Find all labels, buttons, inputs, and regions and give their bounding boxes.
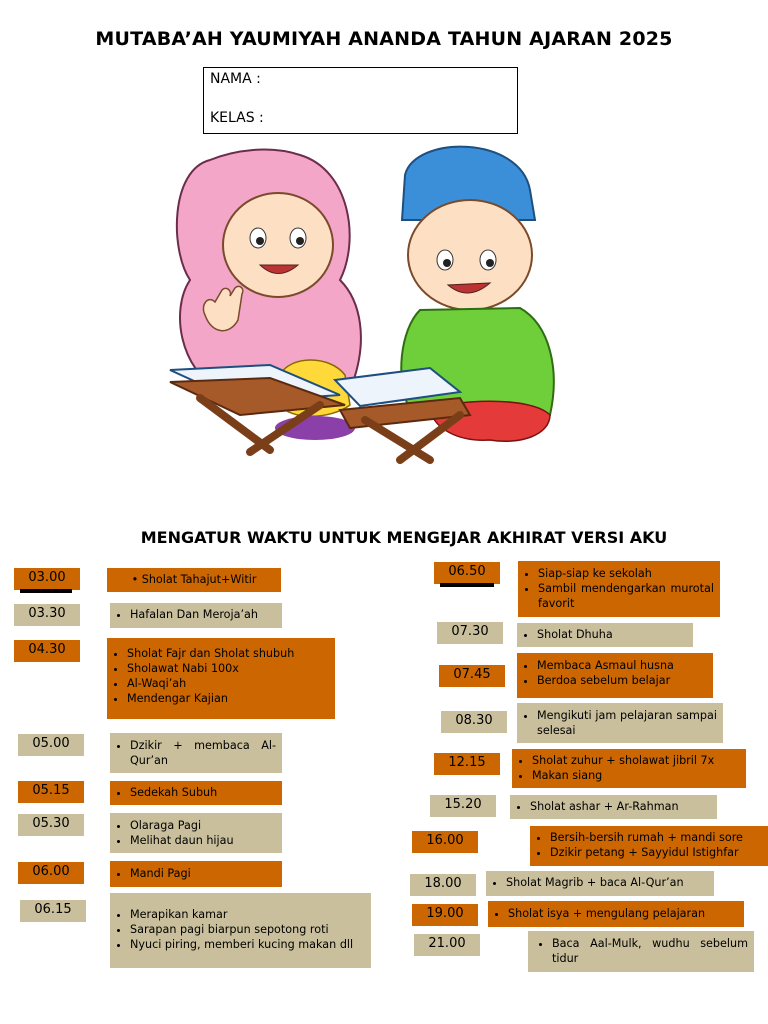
time-badge: 16.00 bbox=[412, 831, 478, 853]
activity-box bbox=[528, 931, 754, 972]
time-badge: 12.15 bbox=[434, 753, 500, 775]
activity-box bbox=[110, 893, 371, 968]
activity-item: • Bersih-bersih rumah + mandi sore bbox=[550, 830, 762, 845]
activity-item: • Dzikir petang + Sayyidul Istighfar bbox=[550, 845, 762, 860]
activity-box bbox=[530, 826, 768, 866]
activity-box bbox=[110, 781, 282, 805]
activity-box bbox=[518, 561, 720, 617]
activity-item: • Merapikan kamar bbox=[130, 907, 365, 922]
activity-item: • Nyuci piring, memberi kucing makan dll bbox=[130, 937, 365, 952]
activity-item: • Mendengar Kajian bbox=[127, 691, 329, 706]
activity-item: • Makan siang bbox=[532, 768, 740, 783]
time-badge: 19.00 bbox=[412, 904, 478, 926]
activity-item: • Hafalan Dan Meroja’ah bbox=[130, 607, 276, 622]
activity-box bbox=[110, 861, 282, 887]
activity-item: • Sholat isya + mengulang pelajaran bbox=[508, 906, 738, 921]
time-badge: 05.30 bbox=[18, 814, 84, 836]
activity-box bbox=[110, 733, 282, 773]
time-badge: 07.30 bbox=[437, 622, 503, 644]
time-badge: 15.20 bbox=[430, 795, 496, 817]
time-badge: 06.50 bbox=[434, 562, 500, 584]
activity-item: • Sholat Dhuha bbox=[537, 627, 687, 642]
activity-item: • Al-Waqi’ah bbox=[127, 676, 329, 691]
activity-item: • Dzikir + membaca Al-Qur’an bbox=[130, 738, 276, 768]
name-class-box bbox=[203, 67, 518, 134]
activity-item: • Olaraga Pagi bbox=[130, 818, 276, 833]
time-badge: 18.00 bbox=[410, 874, 476, 896]
kelas-label: KELAS : bbox=[210, 110, 264, 126]
activity-item: • Sarapan pagi biarpun sepotong roti bbox=[130, 922, 365, 937]
activity-item: • Sambil mendengarkan murotal favorit bbox=[538, 581, 714, 611]
activity-item: Sholat Tahajut+Witir bbox=[141, 573, 257, 586]
time-underline bbox=[440, 583, 494, 587]
activity-item: • Mandi Pagi bbox=[130, 866, 276, 881]
activity-item: • Sholat zuhur + sholawat jibril 7x bbox=[532, 753, 740, 768]
activity-item: • Sholawat Nabi 100x bbox=[127, 661, 329, 676]
time-badge: 04.30 bbox=[14, 640, 80, 662]
activity-item: • Melihat daun hijau bbox=[130, 833, 276, 848]
activity-item: • Sholat Magrib + baca Al-Qur’an bbox=[506, 875, 708, 890]
activity-box bbox=[517, 703, 723, 743]
time-badge: 06.00 bbox=[18, 862, 84, 884]
time-badge: 06.15 bbox=[20, 900, 86, 922]
activity-box bbox=[512, 749, 746, 788]
time-badge: 07.45 bbox=[439, 665, 505, 687]
activity-item: • Berdoa sebelum belajar bbox=[537, 673, 707, 688]
children-reading-quran-illustration bbox=[130, 130, 570, 470]
time-badge: 05.00 bbox=[18, 734, 84, 756]
activity-box bbox=[517, 653, 713, 698]
time-badge: 08.30 bbox=[441, 711, 507, 733]
time-badge: 21.00 bbox=[414, 934, 480, 956]
activity-box bbox=[486, 871, 714, 896]
time-badge: 03.00 bbox=[14, 568, 80, 590]
activity-box bbox=[110, 813, 282, 853]
activity-item: • Siap-siap ke sekolah bbox=[538, 566, 714, 581]
section-title: MENGATUR WAKTU UNTUK MENGEJAR AKHIRAT VERSI AKU bbox=[140, 528, 668, 547]
time-underline bbox=[20, 589, 72, 593]
page-title: MUTABA’AH YAUMIYAH ANANDA TAHUN AJARAN 2025 bbox=[95, 28, 673, 50]
activity-box: • Sholat Tahajut+Witir bbox=[107, 568, 281, 592]
activity-item: • Membaca Asmaul husna bbox=[537, 658, 707, 673]
activity-item: • Sholat Fajr dan Sholat shubuh bbox=[127, 646, 329, 661]
activity-item: • Mengikuti jam pelajaran sampai selesai bbox=[537, 708, 717, 738]
activity-box bbox=[510, 795, 717, 819]
activity-box bbox=[517, 623, 693, 647]
activity-box bbox=[110, 603, 282, 628]
activity-box bbox=[488, 901, 744, 927]
activity-item: • Sholat ashar + Ar-Rahman bbox=[530, 799, 711, 814]
nama-label: NAMA : bbox=[210, 71, 261, 87]
activity-item: • Sedekah Subuh bbox=[130, 785, 276, 800]
time-badge: 05.15 bbox=[18, 781, 84, 803]
activity-box bbox=[107, 638, 335, 719]
time-badge: 03.30 bbox=[14, 604, 80, 626]
activity-item: • Baca Aal-Mulk, wudhu sebelum tidur bbox=[552, 936, 748, 966]
